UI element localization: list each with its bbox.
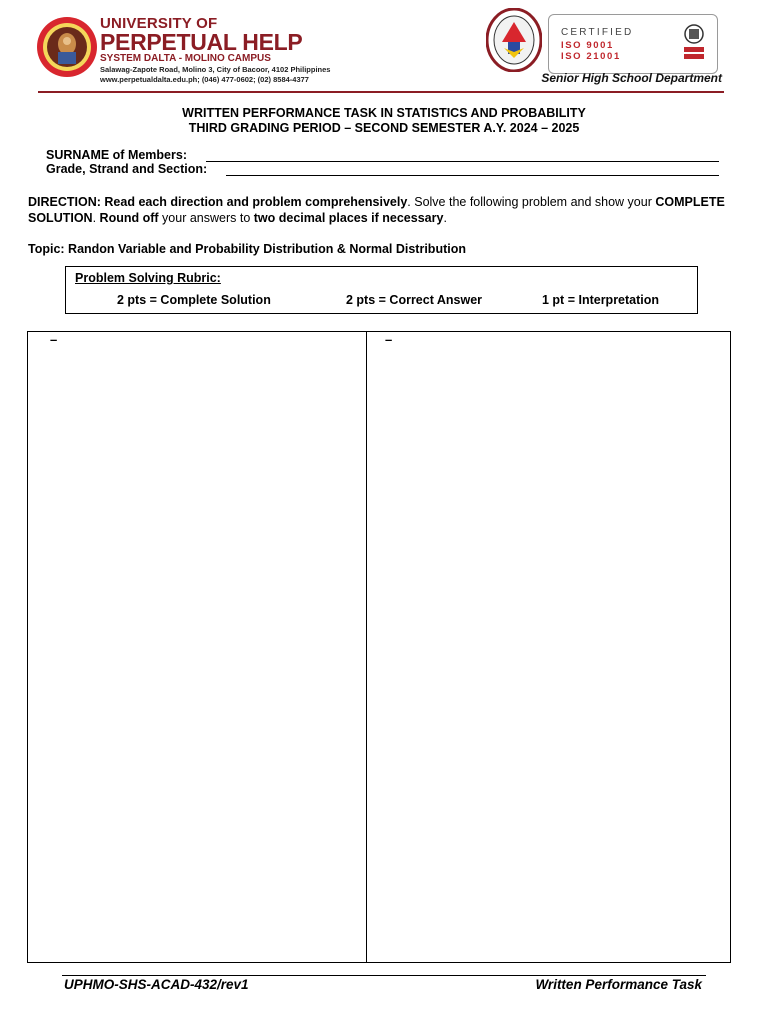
direction-bold-1: Read each direction and problem comprehensively: [104, 195, 408, 209]
surname-label: SURNAME of Members:: [46, 148, 187, 162]
column-divider: [366, 332, 367, 962]
direction-text-1: . Solve the following problem and show your: [407, 195, 656, 209]
direction-bold-3: Round off: [99, 211, 159, 225]
iso-9001-label: ISO 9001: [561, 40, 614, 51]
rubric-box: [65, 266, 698, 314]
grade-strand-section-input-line[interactable]: [226, 175, 719, 176]
rubric-title: Problem Solving Rubric:: [75, 271, 221, 285]
university-address: Salawag-Zapote Road, Molino 3, City of Bacoor, 4102 Philippines: [100, 65, 331, 74]
topic-line: Topic: Randon Variable and Probability Distribution & Normal Distribution: [28, 242, 466, 256]
bureau-veritas-logo: [681, 23, 707, 65]
right-column-marker: –: [385, 332, 393, 347]
left-column-marker: –: [50, 332, 58, 347]
grading-period-title: THIRD GRADING PERIOD – SECOND SEMESTER A.Y. 2024 – 2025: [188, 121, 580, 135]
direction-bold-4: two decimal places if necessary: [253, 211, 444, 225]
certified-label: CERTIFIED: [561, 27, 634, 38]
iso-certification-badge: [548, 14, 718, 74]
shs-department-seal-logo: [486, 8, 542, 72]
iso-21001-label: ISO 21001: [561, 51, 621, 62]
university-name-line2: PERPETUAL HELP: [100, 29, 303, 55]
university-header: [100, 16, 330, 85]
footer-divider: [62, 975, 706, 976]
direction-text-3: your answers to: [158, 211, 254, 225]
document-code: UPHMO-SHS-ACAD-432/rev1: [64, 977, 249, 992]
surname-input-line[interactable]: [206, 161, 719, 162]
task-title: WRITTEN PERFORMANCE TASK IN STATISTICS AND PROBABILITY: [182, 106, 586, 120]
rubric-item-complete-solution: 2 pts = Complete Solution: [117, 293, 271, 307]
department-label: Senior High School Department: [541, 71, 722, 85]
rubric-item-correct-answer: 2 pts = Correct Answer: [346, 293, 483, 307]
document-type-label: Written Performance Task: [535, 977, 702, 992]
campus-name: SYSTEM DALTA - MOLINO CAMPUS: [100, 53, 271, 64]
direction-text-2: .: [92, 211, 100, 225]
direction-paragraph: [28, 194, 738, 226]
header-divider: [38, 91, 724, 93]
answer-area: [27, 331, 731, 963]
university-contact: www.perpetualdalta.edu.ph; (046) 477-0602; (02) 8584-4377: [100, 75, 309, 84]
rubric-item-interpretation: 1 pt = Interpretation: [542, 293, 660, 307]
direction-bold-2: COMPLETE SOLUTION: [28, 195, 725, 225]
grade-strand-section-label: Grade, Strand and Section:: [46, 162, 208, 176]
direction-label: DIRECTION:: [28, 195, 101, 209]
university-seal-logo: [36, 14, 98, 80]
university-name-line1: UNIVERSITY OF: [100, 15, 218, 32]
direction-text-4: .: [443, 211, 447, 225]
